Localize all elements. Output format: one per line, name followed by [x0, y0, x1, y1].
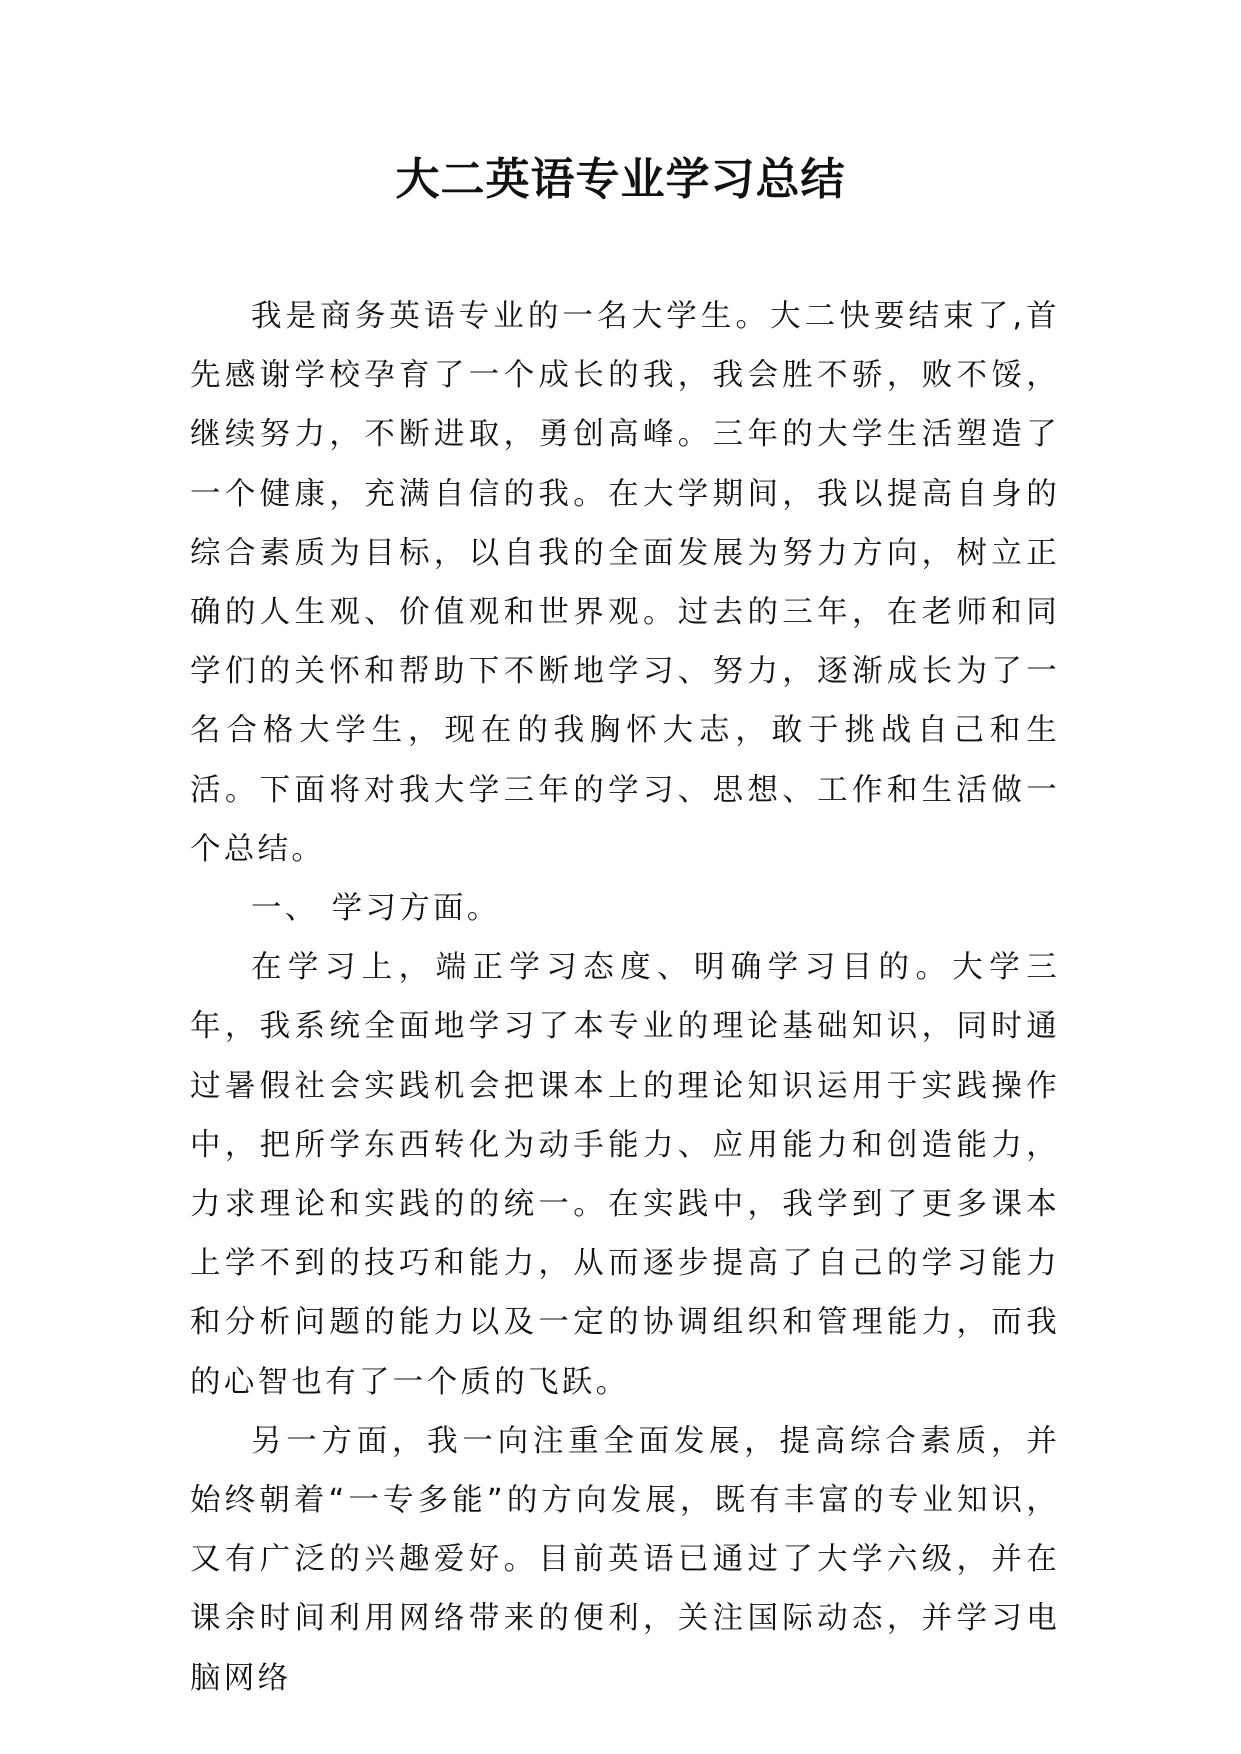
section-heading-study: 一、 学习方面。 — [251, 891, 501, 927]
paragraph-intro: 我是商务英语专业的一名大学生。大二快要结束了,首先感谢学校孕育了一个成长的我，我会胜不骄，败不馁，继续努力，不断进取，勇创高峰。三年的大学生活塑造了一个健康，充满自信的我。在大学期间，我以提高自身的综合素质为目标，以自我的全面发展为努力方向，树立正确的人生观、价值观和世界观。过去的三年，在老师和同学们的关怀和帮助下不断地学习、努力，逐渐成长为了一名合格大学生，现在的我胸怀大志，敢于挑战自己和生活。下面将对我大学三年的学习、思想、工作和生活做一个总结。 — [190, 299, 1060, 867]
paragraph-study: 在学习上，端正学习态度、明确学习目的。大学三年，我系统全面地学习了本专业的理论基础知识，同时通过暑假社会实践机会把课本上的理论知识运用于实践操作中，把所学东西转化为动手能力、应用能力和创造能力，力求理论和实践的的统一。在实践中，我学到了更多课本上学不到的技巧和能力，从而逐步提高了自己的学习能力和分析问题的能力以及一定的协调组织和管理能力，而我的心智也有了一个质的飞跃。 — [190, 950, 1060, 1400]
document-body — [190, 287, 1060, 1708]
document-title: 大二英语专业学习总结 — [395, 154, 846, 205]
paragraph-development: 另一方面，我一向注重全面发展，提高综合素质，并始终朝着“一专多能”的方向发展，既有丰富的专业知识，又有广泛的兴趣爱好。目前英语已通过了大学六级，并在课余时间利用网络带来的便利，关注国际动态，并学习电脑网络 — [190, 1423, 1060, 1696]
